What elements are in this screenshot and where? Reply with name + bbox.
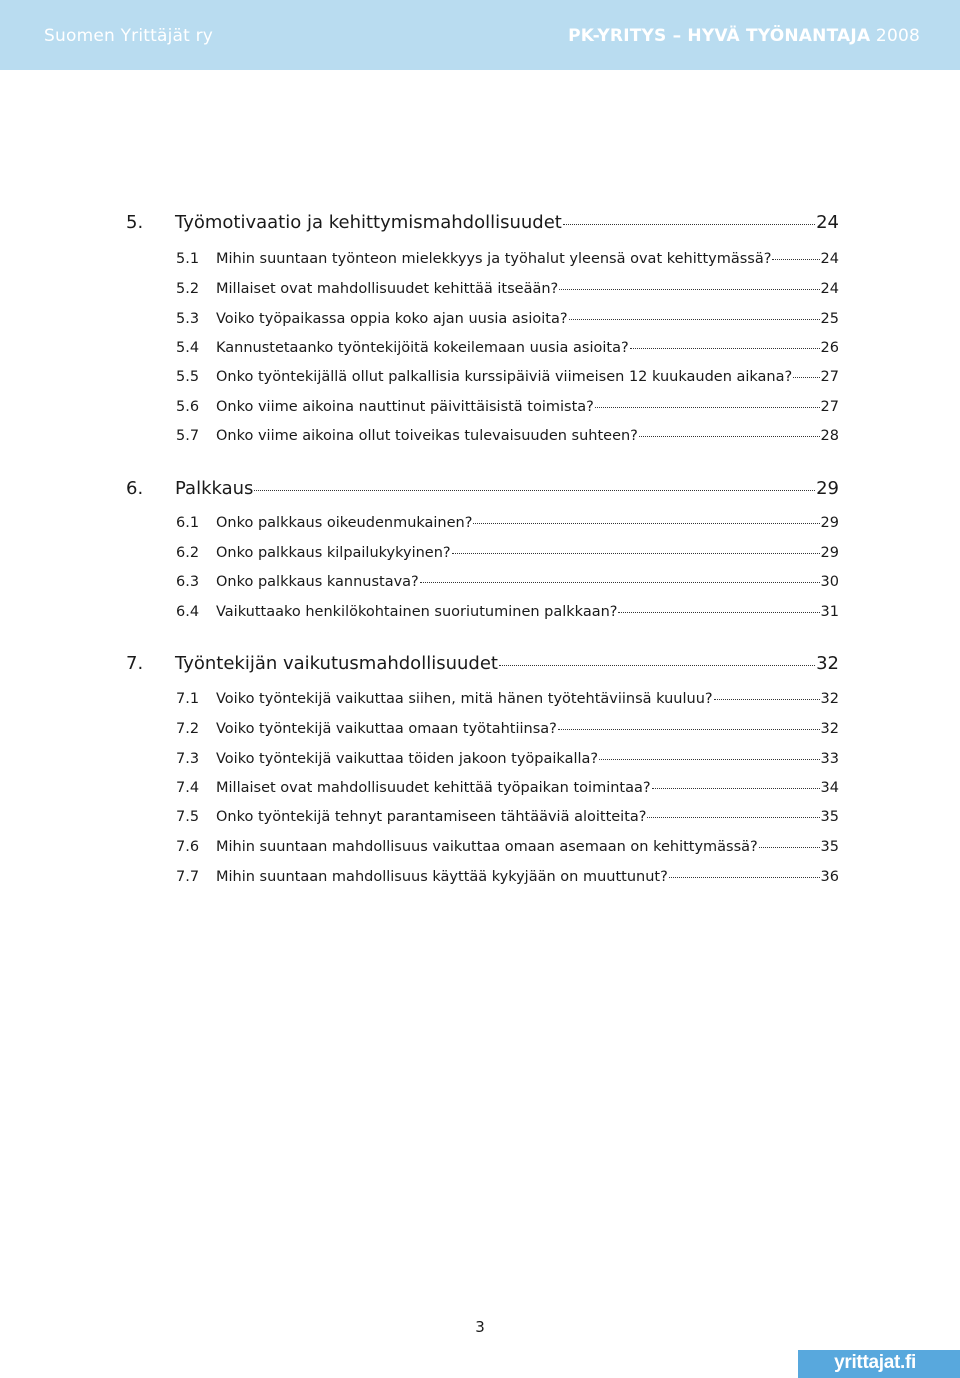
- toc-number: 5.3: [176, 311, 200, 327]
- toc-entry-7-1[interactable]: [176, 691, 839, 707]
- toc-page: 27: [820, 399, 839, 415]
- dot-leader: [669, 877, 820, 878]
- header-band: [0, 0, 960, 70]
- toc-page: 34: [820, 780, 839, 796]
- toc-entry-6-3[interactable]: [176, 574, 839, 590]
- toc-title: Onko palkkaus kannustava?: [216, 574, 419, 590]
- toc-page: 36: [820, 869, 839, 885]
- toc-number: 7.5: [176, 809, 200, 825]
- toc-entry-7[interactable]: [126, 653, 839, 674]
- toc-title: Voiko työpaikassa oppia koko ajan uusia asioita?: [216, 311, 568, 327]
- publication-title: [568, 26, 920, 46]
- toc-entry-7-4[interactable]: [176, 780, 839, 796]
- toc-number: 5.7: [176, 428, 200, 444]
- toc-title: Voiko työntekijä vaikuttaa siihen, mitä hänen työtehtäviinsä kuuluu?: [216, 691, 713, 707]
- dot-leader: [595, 407, 820, 408]
- toc-entry-5-4[interactable]: [176, 340, 839, 356]
- dot-leader: [647, 817, 819, 818]
- toc-number: 7.1: [176, 691, 200, 707]
- toc-title: Onko viime aikoina ollut toiveikas tulevaisuuden suhteen?: [216, 428, 638, 444]
- toc-title: Työntekijän vaikutusmahdollisuudet: [175, 653, 498, 674]
- toc-page: 33: [820, 751, 839, 767]
- dot-leader: [558, 729, 820, 730]
- dot-leader: [563, 224, 815, 225]
- toc-entry-7-2[interactable]: [176, 721, 839, 737]
- toc-entry-7-5[interactable]: [176, 809, 839, 825]
- toc-number: 7.: [126, 653, 144, 674]
- toc-number: 6.4: [176, 604, 200, 620]
- dot-leader: [639, 436, 820, 437]
- toc-title: Kannustetaanko työntekijöitä kokeilemaan uusia asioita?: [216, 340, 629, 356]
- toc-page: 27: [820, 369, 839, 385]
- dot-leader: [630, 348, 820, 349]
- toc-entry-7-3[interactable]: [176, 751, 839, 767]
- toc-page: 24: [816, 212, 839, 233]
- toc-title: Mihin suuntaan mahdollisuus vaikuttaa omaan asemaan on kehittymässä?: [216, 839, 758, 855]
- page-number: 3: [475, 1318, 485, 1336]
- toc-page: 32: [820, 721, 839, 737]
- toc-number: 7.4: [176, 780, 200, 796]
- toc-entry-5[interactable]: [126, 212, 839, 233]
- toc-title: Voiko työntekijä vaikuttaa omaan työtahtiinsa?: [216, 721, 557, 737]
- toc-page: 26: [820, 340, 839, 356]
- toc-number: 6.1: [176, 515, 200, 531]
- toc-page: 32: [820, 691, 839, 707]
- toc-page: 28: [820, 428, 839, 444]
- publication-title-text: PK-YRITYS – HYVÄ TYÖNANTAJA: [568, 26, 871, 46]
- dot-leader: [254, 490, 815, 491]
- toc-number: 5.5: [176, 369, 200, 385]
- toc-title: Mihin suuntaan mahdollisuus käyttää kykyjään on muuttunut?: [216, 869, 668, 885]
- dot-leader: [569, 319, 820, 320]
- toc-number: 7.7: [176, 869, 200, 885]
- dot-leader: [759, 847, 820, 848]
- toc-title: Työmotivaatio ja kehittymismahdollisuudet: [175, 212, 562, 233]
- toc-entry-6-2[interactable]: [176, 545, 839, 561]
- toc-entry-6-4[interactable]: [176, 604, 839, 620]
- toc-title: Vaikuttaako henkilökohtainen suoriutuminen palkkaan?: [216, 604, 618, 620]
- dot-leader: [772, 259, 819, 260]
- toc-entry-5-3[interactable]: [176, 311, 839, 327]
- toc-title: Voiko työntekijä vaikuttaa töiden jakoon työpaikalla?: [216, 751, 599, 767]
- toc-entry-7-6[interactable]: [176, 839, 839, 855]
- toc-page: 25: [820, 311, 839, 327]
- toc-title: Millaiset ovat mahdollisuudet kehittää itseään?: [216, 281, 559, 297]
- toc-entry-5-2[interactable]: [176, 281, 839, 297]
- toc-entry-6[interactable]: [126, 478, 839, 499]
- toc-number: 6.2: [176, 545, 200, 561]
- toc-title: Onko viime aikoina nauttinut päivittäisistä toimista?: [216, 399, 594, 415]
- toc-page: 35: [820, 839, 839, 855]
- dot-leader: [599, 759, 819, 760]
- toc-entry-5-7[interactable]: [176, 428, 839, 444]
- toc-number: 5.2: [176, 281, 200, 297]
- dot-leader: [652, 788, 820, 789]
- toc-number: 5.6: [176, 399, 200, 415]
- toc-page: 29: [820, 545, 839, 561]
- toc-title: Millaiset ovat mahdollisuudet kehittää työpaikan toimintaa?: [216, 780, 651, 796]
- toc-page: 24: [820, 281, 839, 297]
- toc-page: 32: [816, 653, 839, 674]
- toc-number: 5.: [126, 212, 144, 233]
- toc-entry-5-1[interactable]: [176, 251, 839, 267]
- toc-entry-5-5[interactable]: [176, 369, 839, 385]
- yrittajat-logo[interactable]: yrittajat.fi: [834, 1352, 916, 1373]
- toc-entry-5-6[interactable]: [176, 399, 839, 415]
- dot-leader: [452, 553, 820, 554]
- toc-page: 30: [820, 574, 839, 590]
- toc-number: 7.2: [176, 721, 200, 737]
- dot-leader: [420, 582, 820, 583]
- toc-number: 7.3: [176, 751, 200, 767]
- toc-title: Onko työntekijällä ollut palkallisia kurssipäiviä viimeisen 12 kuukauden aikana?: [216, 369, 793, 385]
- toc-page: 24: [820, 251, 839, 267]
- toc-page: 31: [820, 604, 839, 620]
- toc-number: 6.3: [176, 574, 200, 590]
- toc-entry-6-1[interactable]: [176, 515, 839, 531]
- publisher-name: Suomen Yrittäjät ry: [44, 26, 214, 46]
- toc-page: 29: [816, 478, 839, 499]
- toc-title: Palkkaus: [175, 478, 254, 499]
- toc-number: 5.1: [176, 251, 200, 267]
- dot-leader: [714, 699, 820, 700]
- dot-leader: [559, 289, 819, 290]
- toc-title: Mihin suuntaan työnteon mielekkyys ja työhalut yleensä ovat kehittymässä?: [216, 251, 772, 267]
- toc-page: 35: [820, 809, 839, 825]
- toc-entry-7-7[interactable]: [176, 869, 839, 885]
- dot-leader: [473, 523, 819, 524]
- toc-title: Onko palkkaus kilpailukykyinen?: [216, 545, 451, 561]
- dot-leader: [499, 665, 815, 666]
- toc-page: 29: [820, 515, 839, 531]
- publication-year: 2008: [875, 26, 920, 46]
- toc-number: 5.4: [176, 340, 200, 356]
- toc-title: Onko palkkaus oikeudenmukainen?: [216, 515, 473, 531]
- toc-number: 7.6: [176, 839, 200, 855]
- toc-title: Onko työntekijä tehnyt parantamiseen tähtääviä aloitteita?: [216, 809, 647, 825]
- toc-number: 6.: [126, 478, 144, 499]
- dot-leader: [618, 612, 819, 613]
- dot-leader: [793, 377, 819, 378]
